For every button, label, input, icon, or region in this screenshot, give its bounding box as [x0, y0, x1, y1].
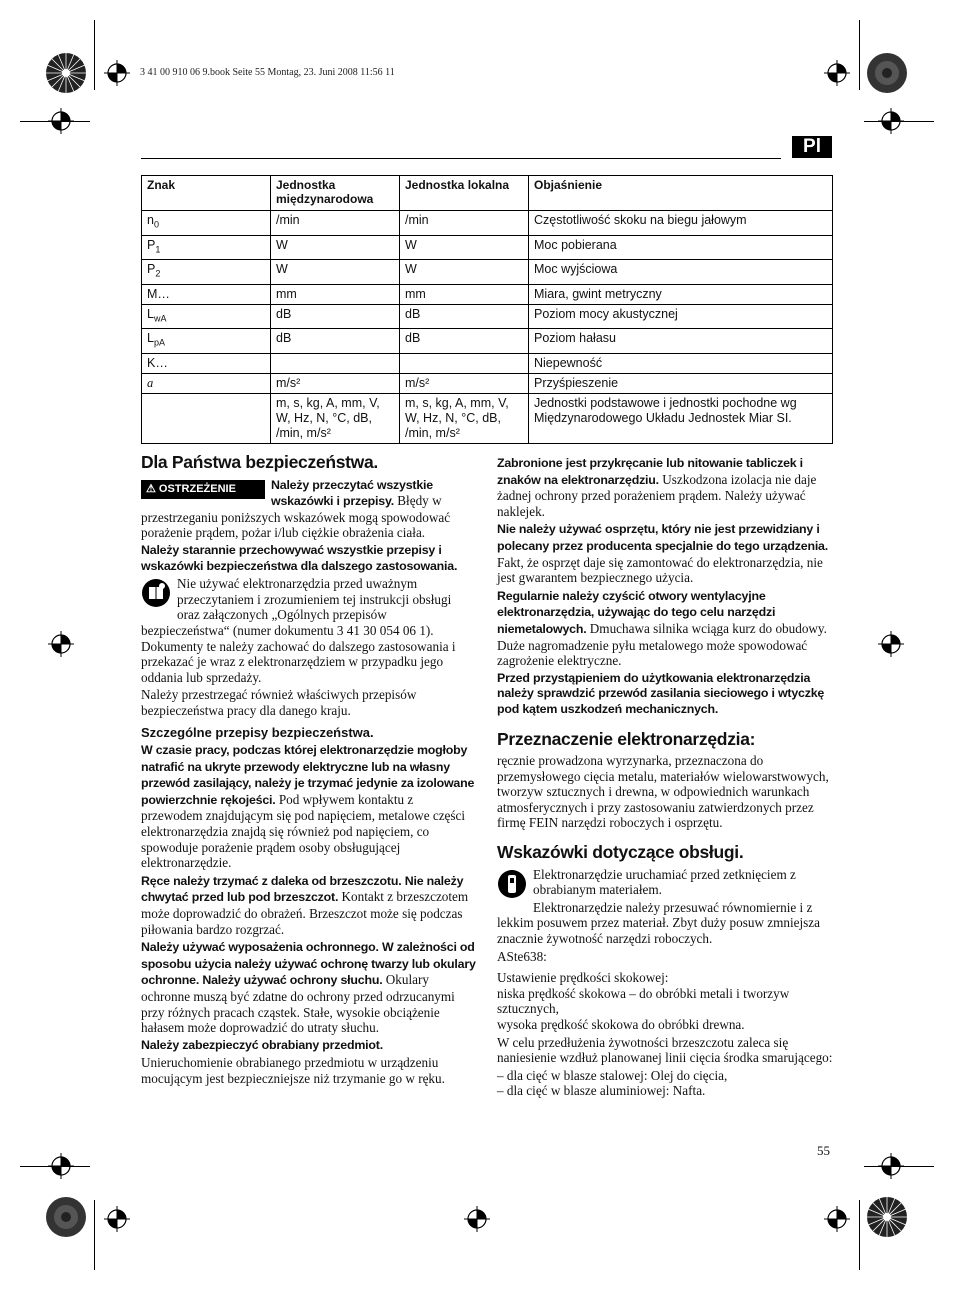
warning-badge: ⚠ OSTRZEŻENIE — [141, 480, 265, 499]
read-manual-icon — [141, 578, 171, 608]
intl-cell: m/s² — [271, 373, 400, 393]
table-header-cell: Jednostka międzynarodowa — [271, 176, 400, 211]
intl-cell — [271, 353, 400, 373]
header-rule — [141, 158, 781, 159]
feed-paragraph: Elektronarzędzie należy przesuwać równomiernie i z lekkim posuwem przez materiał. Zbyt duży posuw zmniejsza znacznie żywotność narzędzi roboczych. — [497, 899, 820, 947]
start-paragraph — [497, 867, 833, 898]
list-item: – dla cięć w blasze aluminiowej: Nafta. — [497, 1083, 706, 1099]
registration-wheel-icon — [45, 52, 87, 94]
table-row — [142, 260, 833, 285]
table-row — [142, 211, 833, 236]
symbol-subscript: pA — [153, 337, 165, 348]
body-text: Nie używać elektronarzędzia przed uważnym przeczytaniem i zrozumieniem tej instrukcji obsługi oraz załączonych „Ogólnych przepisów bezpieczeństwa“ (numer dokumentu 3 41 30 054 06 1). Dokumenty te należy zachować do dalszego zastosowania i przekazać je wraz z elektronarzędziem w przypadku jego oddania lub sprzedaży. — [141, 576, 456, 685]
hands-paragraph — [141, 873, 477, 937]
units-table — [141, 175, 833, 444]
warning-paragraph — [141, 477, 477, 541]
symbol-cell — [142, 329, 271, 354]
body-text: Błędy w przestrzeganiu poniższych wskazówek mogą spowodować porażenie prądem, pożar i/lub ciężkie obrażenia ciała. — [141, 493, 451, 541]
plates-paragraph — [497, 455, 833, 519]
desc-cell: Moc wyjściowa — [529, 260, 833, 285]
symbol-cell — [142, 211, 271, 236]
switch-on-icon — [497, 869, 527, 899]
stroke-title: Ustawienie prędkości skokowej: — [497, 970, 669, 986]
crop-line — [864, 121, 934, 122]
bold-paragraph: Przed przystąpieniem do użytkowania elektronarzędzia należy sprawdzić przewód zasilania sieciowego i wtyczkę pod kątem uszkodzeń mechanicznych. — [497, 670, 825, 716]
local-cell: W — [400, 235, 529, 260]
manual-paragraph — [141, 576, 477, 685]
registration-wheel-icon — [45, 1196, 87, 1238]
page-number: 55 — [817, 1143, 830, 1158]
desc-cell: Poziom hałasu — [529, 329, 833, 354]
intl-cell: m, s, kg, A, mm, V, W, Hz, N, °C, dB, /min, m/s² — [271, 393, 400, 443]
bold-paragraph: Należy starannie przechowywać wszystkie przepisy i wskazówki bezpieczeństwa dla dalszego zastosowania. — [141, 542, 458, 573]
left-column — [141, 452, 477, 1089]
local-cell: /min — [400, 211, 529, 236]
hidden-wires-paragraph — [141, 742, 477, 871]
symbol-cell — [142, 393, 271, 443]
symbol-cell — [142, 304, 271, 329]
vent-paragraph — [497, 588, 833, 669]
symbol-subscript: 2 — [155, 268, 161, 279]
symbol-cell — [142, 353, 271, 373]
table-row — [142, 235, 833, 260]
table-row — [142, 373, 833, 393]
language-badge: Pl — [792, 136, 832, 158]
table-header-cell: Objaśnienie — [529, 176, 833, 211]
body-text: Dmuchawa silnika wciąga kurz do obudowy. Duże nagromadzenie pyłu metalowego może spowodować zagrożenie elektryczne. — [497, 620, 827, 669]
local-cell: m/s² — [400, 373, 529, 393]
section-title-usage: Wskazówki dotyczące obsługi. — [497, 842, 744, 863]
bold-paragraph: Należy zabezpieczyć obrabiany przedmiot. — [141, 1037, 383, 1052]
symbol-text: P — [147, 262, 156, 276]
table-row — [142, 284, 833, 304]
desc-cell: Poziom mocy akustycznej — [529, 304, 833, 329]
crosshair-icon — [824, 1206, 850, 1232]
stroke-low: niska prędkość skokowa – do obróbki metali i tworzyw sztucznych, — [497, 985, 790, 1017]
local-cell: m, s, kg, A, mm, V, W, Hz, N, °C, dB, /min, m/s² — [400, 393, 529, 443]
table-row — [142, 329, 833, 354]
ppe-paragraph — [141, 939, 477, 1036]
bold-text: Regularnie należy czyścić otwory wentylacyjne elektronarzędzia, używając do tego celu narzędzi niemetalowych. — [497, 588, 776, 636]
desc-cell: Jednostki podstawowe i jednostki pochodne wg Międzynarodowego Układu Jednostek Miar SI. — [529, 393, 833, 443]
desc-cell: Niepewność — [529, 353, 833, 373]
crop-line — [94, 20, 95, 90]
registration-wheel-icon — [866, 52, 908, 94]
table-body — [142, 211, 833, 444]
symbol-cell — [142, 235, 271, 260]
table-row — [142, 393, 833, 443]
intl-cell: W — [271, 235, 400, 260]
symbol-cell — [142, 284, 271, 304]
desc-cell: Częstotliwość skoku na biegu jałowym — [529, 211, 833, 236]
symbol-text: L — [147, 306, 154, 321]
local-cell: dB — [400, 329, 529, 354]
bold-text: Ręce należy trzymać z daleka od brzeszczotu. Nie należy chwytać przed lub pod brzeszczot. — [141, 873, 464, 905]
stroke-high: wysoka prędkość skokowa do obróbki drewna. — [497, 1017, 745, 1032]
table-header-row — [142, 176, 833, 211]
crosshair-icon — [104, 60, 130, 86]
local-cell: W — [400, 260, 529, 285]
model-label: ASte638: — [497, 948, 547, 964]
body-text: Pod wpływem kontaktu z przewodem znajdującym się pod napięciem, metalowe części elektronarzędzia znajdą się również pod napięciem, co spowoduje porażenie prądem osoby obsługującej elektronarzędzie. — [141, 791, 466, 871]
table-row — [142, 304, 833, 329]
symbol-text: M… — [147, 286, 170, 301]
section-title-purpose: Przeznaczenie elektronarzędzia: — [497, 728, 756, 749]
crop-line — [20, 121, 90, 122]
intl-cell: W — [271, 260, 400, 285]
symbol-cell — [142, 373, 271, 393]
desc-cell: Przyśpieszenie — [529, 373, 833, 393]
right-column — [497, 455, 833, 1099]
section-subtitle: Szczególne przepisy bezpieczeństwa. — [141, 724, 374, 740]
symbol-subscript: 1 — [155, 244, 161, 254]
symbol-text: K… — [147, 355, 168, 370]
crop-line — [859, 20, 860, 90]
symbol-text: P — [147, 237, 156, 252]
crosshair-icon — [824, 60, 850, 86]
national-paragraph: Należy przestrzegać również właściwych przepisów bezpieczeństwa pracy dla danego kraju. — [141, 687, 417, 718]
bold-text: W czasie pracy, podczas której elektronarzędzie mogłoby natrafić na ukryte przewody elektryczne lub na własny przewód zasilający, należy je trzymać jedynie za izolowane powierzchnie rękojeści. — [141, 743, 475, 807]
crosshair-icon — [48, 631, 74, 657]
symbol-subscript: 0 — [153, 219, 159, 230]
body-text: Okulary ochronne muszą być zdatne do ochrony przed odrzucanymi przy różnych pracach cząstek. Stałe, wysokie obciążenie hałasem może doprowadzić do utraty słuchu. — [141, 972, 455, 1036]
symbol-text: n — [147, 213, 154, 227]
crosshair-icon — [464, 1206, 490, 1232]
crop-line — [94, 1200, 95, 1270]
bold-text: Nie należy używać osprzętu, który nie jest przewidziany i polecany przez producenta specjalnie do tego urządzenia. — [497, 522, 828, 553]
symbol-cell — [142, 260, 271, 285]
crop-line — [864, 1166, 934, 1167]
symbol-subscript: wA — [153, 313, 167, 323]
registration-wheel-icon — [866, 1196, 908, 1238]
body-text: Kontakt z brzeszczotem może doprowadzić do obrażeń. Brzeszczot może się podczas piłowania bardzo rozgrzać. — [141, 889, 469, 937]
desc-cell: Miara, gwint metryczny — [529, 284, 833, 304]
symbol-text: a — [147, 375, 154, 390]
body-text: Elektronarzędzie uruchamiać przed zetknięciem z obrabianym materiałem. — [533, 866, 796, 898]
table-row — [142, 353, 833, 373]
crosshair-icon — [104, 1206, 130, 1232]
book-info-header: 3 41 00 910 06 9.book Seite 55 Montag, 23. Juni 2008 11:56 11 — [140, 67, 395, 78]
crosshair-icon — [878, 631, 904, 657]
bold-text: Należy używać wyposażenia ochronnego. W zależności od sposobu użycia należy używać ochronę twarzy lub okulary ochronne. Należy używać ochrony słuchu. — [141, 940, 476, 988]
intl-cell: mm — [271, 284, 400, 304]
desc-cell: Moc pobierana — [529, 235, 833, 260]
intl-cell: /min — [271, 211, 400, 236]
bold-text: Należy przeczytać wszystkie wskazówki i przepisy. — [271, 477, 433, 509]
section-title-safety: Dla Państwa bezpieczeństwa. — [141, 452, 378, 472]
crop-line — [20, 1166, 90, 1167]
symbol-text: L — [147, 331, 154, 345]
intl-cell: dB — [271, 329, 400, 354]
local-cell: mm — [400, 284, 529, 304]
body-text: Uszkodzona izolacja nie daje żadnej ochrony przed porażeniem prądem. Należy używać naklejek. — [497, 471, 817, 519]
local-cell — [400, 353, 529, 373]
table-header-cell: Znak — [142, 176, 271, 211]
accessories-paragraph — [497, 521, 833, 585]
local-cell: dB — [400, 304, 529, 329]
lube-paragraph: W celu przedłużenia żywotności brzeszczotu zaleca się naniesienie wzdłuż planowanej linii cięcia środka smarującego: — [497, 1034, 833, 1066]
crop-line — [859, 1200, 860, 1270]
list-item: – dla cięć w blasze stalowej: Olej do cięcia, — [497, 1067, 728, 1083]
secure-paragraph: Unieruchomienie obrabianego przedmiotu w urządzeniu mocującym jest bezpieczniejsze niż trzymanie go w ręku. — [141, 1055, 445, 1086]
body-text: Fakt, że osprzęt daje się zamontować do elektronarzędzia, nie jest gwarantem bezpiecznego użycia. — [497, 554, 823, 586]
purpose-paragraph: ręcznie prowadzona wyrzynarka, przeznaczona do przemysłowego cięcia metalu, materiałów wielowarstwowych, tworzyw sztucznych i drewna, w odpowiednich warunkach atmosferycznych i przy zastosowaniu zatwierdzonych przez firmę FEIN narzędzi roboczych i osprzętu. — [497, 753, 829, 831]
intl-cell: dB — [271, 304, 400, 329]
table-header-cell: Jednostka lokalna — [400, 176, 529, 211]
bold-text: Zabronione jest przykręcanie lub nitowanie tabliczek i znaków na elektronarzędziu. — [497, 456, 803, 487]
